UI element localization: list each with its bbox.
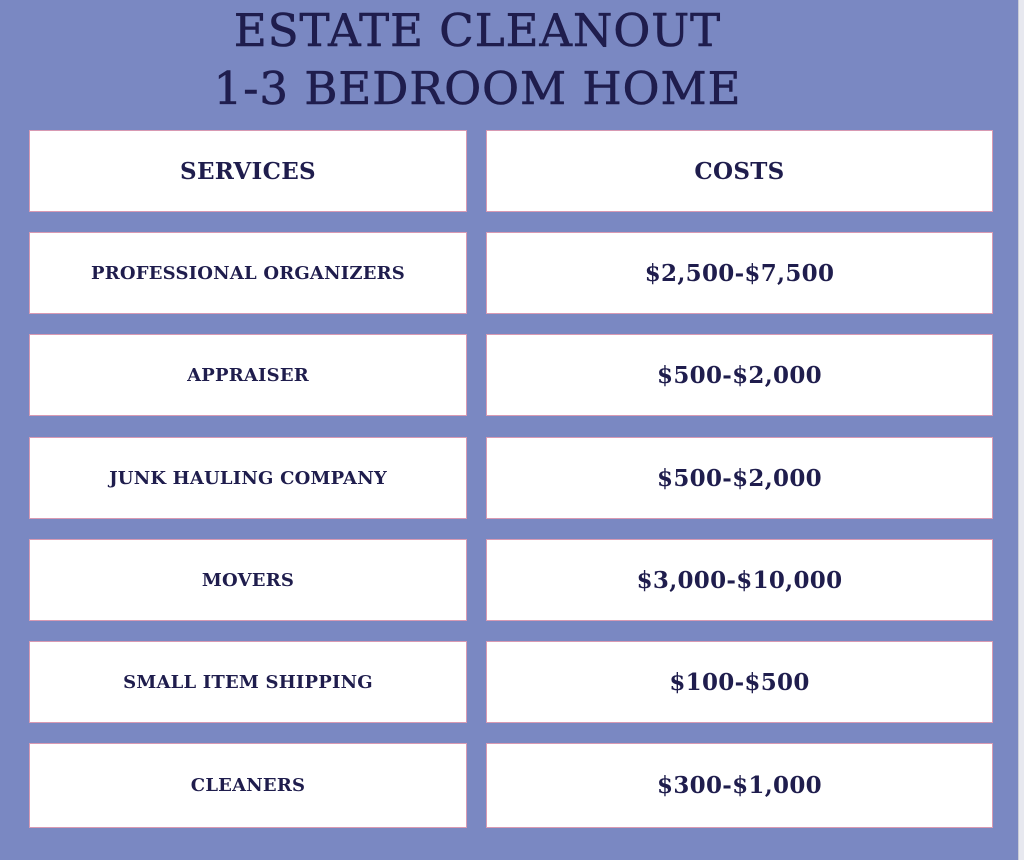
service-cell bbox=[29, 437, 467, 519]
costs-header-cell bbox=[486, 130, 993, 212]
service-cell bbox=[29, 334, 467, 416]
service-name: CLEANERS bbox=[190, 775, 306, 796]
cost-cell bbox=[486, 539, 993, 621]
cost-value: $500-$2,000 bbox=[657, 361, 822, 389]
title-line-2: 1-3 BEDROOM HOME bbox=[213, 62, 742, 115]
service-cell bbox=[29, 743, 467, 828]
cost-cell bbox=[486, 641, 993, 723]
cost-value: $2,500-$7,500 bbox=[644, 259, 835, 287]
title-line-1: ESTATE CLEANOUT bbox=[233, 4, 722, 57]
service-name: APPRAISER bbox=[187, 364, 309, 386]
cost-value: $300-$1,000 bbox=[657, 772, 822, 799]
cost-cell bbox=[486, 437, 993, 519]
service-name: SMALL ITEM SHIPPING bbox=[123, 671, 373, 693]
cost-cell bbox=[486, 232, 993, 314]
cost-cell bbox=[486, 334, 993, 416]
services-header-cell bbox=[29, 130, 467, 212]
service-name: JUNK HAULING COMPANY bbox=[109, 467, 387, 489]
service-cell bbox=[29, 232, 467, 314]
services-header: SERVICES bbox=[180, 157, 316, 185]
service-cell bbox=[29, 539, 467, 621]
cost-value: $500-$2,000 bbox=[657, 464, 822, 492]
service-name: PROFESSIONAL ORGANIZERS bbox=[91, 262, 405, 284]
cost-cell bbox=[486, 743, 993, 828]
cost-value: $3,000-$10,000 bbox=[636, 566, 843, 594]
service-name: MOVERS bbox=[201, 569, 295, 591]
service-cell bbox=[29, 641, 467, 723]
costs-header: COSTS bbox=[694, 157, 785, 185]
cost-value: $100-$500 bbox=[669, 668, 810, 696]
